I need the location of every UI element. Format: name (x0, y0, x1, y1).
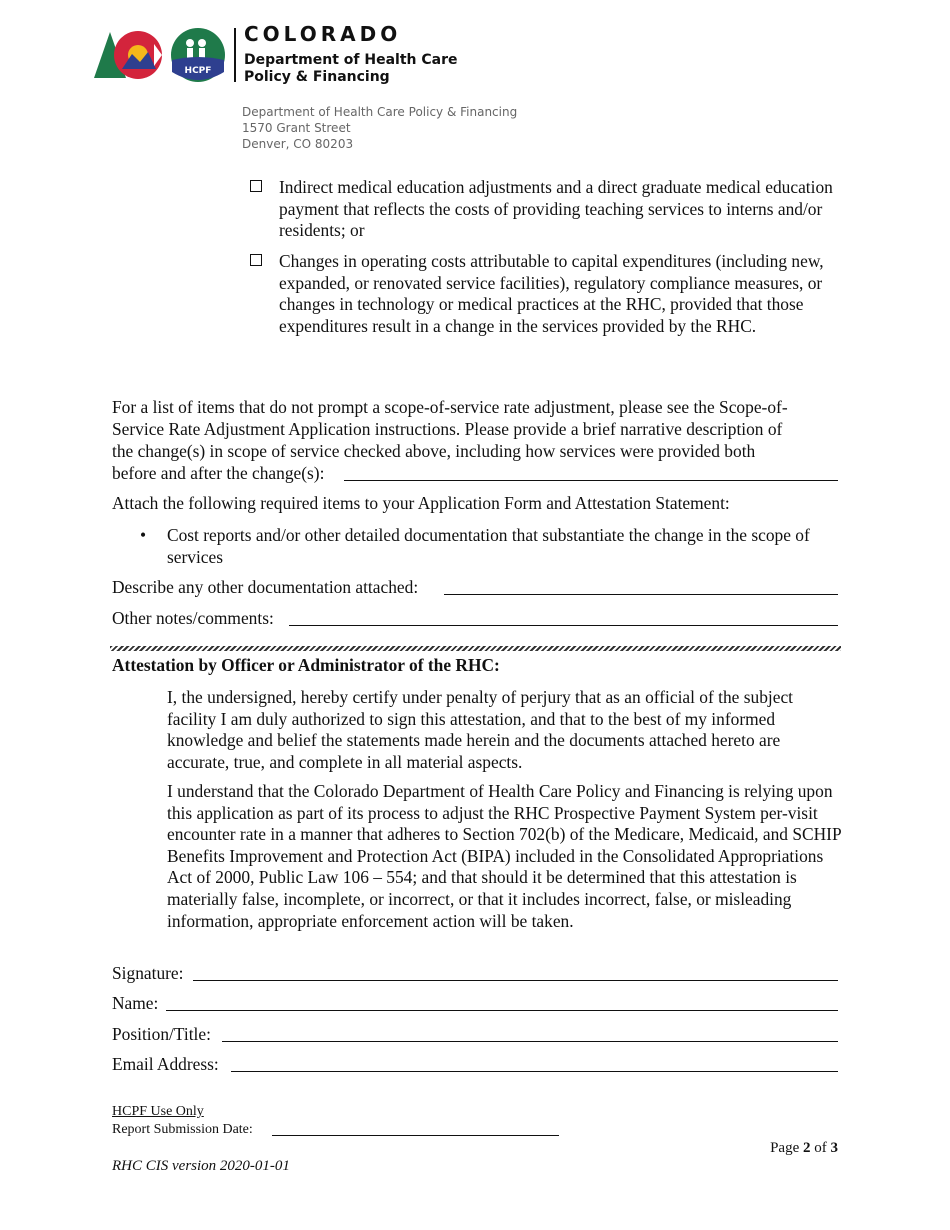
email-label: Email Address: (112, 1054, 219, 1074)
of-word: of (814, 1140, 827, 1156)
page-number (700, 1139, 838, 1157)
signature-input-line[interactable] (193, 980, 838, 981)
version-label: RHC CIS version 2020-01-01 (112, 1158, 290, 1174)
checkbox-label: Indirect medical education adjustments and a direct graduate medical education payment that reflects the costs of providing teaching services to interns and/or residents; or (279, 177, 833, 241)
page-word: Page (770, 1140, 800, 1156)
bullet-icon: • (140, 525, 147, 545)
notes-input-line[interactable] (289, 625, 838, 626)
checkbox[interactable] (250, 180, 262, 192)
name-input-line[interactable] (166, 1010, 838, 1011)
state-wordmark: COLORADO (244, 22, 402, 46)
narrative-line-2: Service Rate Adjustment Application instructions. Please provide a brief narrative description of (112, 419, 783, 439)
narrative-line-1: For a list of items that do not prompt a scope-of-service rate adjustment, please see the Scope-of- (112, 397, 788, 417)
checkbox[interactable] (250, 254, 262, 266)
colorado-hcpf-logo (92, 24, 228, 86)
notes-label: Other notes/comments: (112, 608, 274, 628)
narrative-line-3: the change(s) in scope of service checked above, including how services were provided both (112, 441, 756, 461)
hcpf-use-only-title: HCPF Use Only (112, 1104, 204, 1119)
position-title-label: Position/Title: (112, 1024, 211, 1044)
checkbox-item-capital-expenditures (250, 251, 840, 337)
checkbox-item-ime (250, 177, 840, 242)
email-input-line[interactable] (231, 1071, 838, 1072)
address-line-2: 1570 Grant Street (242, 121, 351, 135)
department-name-line1: Department of Health Care (244, 52, 458, 68)
section-divider (110, 646, 841, 651)
describe-docs-input-line[interactable] (444, 594, 838, 595)
attach-intro: Attach the following required items to your Application Form and Attestation Statement: (112, 493, 730, 513)
attach-bullet-text: Cost reports and/or other detailed documentation that substantiate the change in the scope of services (167, 525, 810, 567)
describe-docs-label: Describe any other documentation attached: (112, 577, 419, 597)
department-name-line2: Policy & Financing (244, 69, 390, 85)
page-total: 3 (830, 1140, 838, 1156)
header-divider (234, 28, 236, 82)
name-label: Name: (112, 993, 159, 1013)
checkbox-label: Changes in operating costs attributable to capital expenditures (including new, expanded, or renovated service facilities), regulatory compliance measures, or changes in technology or medical practices at the RHC, provided that those expenditures result in a change in the services provided by the RHC. (279, 251, 824, 336)
submission-date-input-line[interactable] (272, 1135, 559, 1136)
page-current: 2 (803, 1140, 811, 1156)
address-line-3: Denver, CO 80203 (242, 137, 354, 151)
address-line-1: Department of Health Care Policy & Financing (242, 105, 518, 119)
attestation-paragraph-1: I, the undersigned, hereby certify under penalty of perjury that as an official of the subject facility I am duly authorized to sign this attestation, and that to the best of my informed knowledge and belief the statements made herein and the documents attached hereto are accurate, true, and complete in all material aspects. (167, 687, 793, 772)
family-icon (186, 39, 194, 47)
attestation-heading: Attestation by Officer or Administrator of the RHC: (112, 655, 500, 675)
position-title-input-line[interactable] (222, 1041, 838, 1042)
hcpf-badge-text: HCPF (184, 66, 212, 76)
attestation-paragraph-2: I understand that the Colorado Department of Health Care Policy and Financing is relying upon this application as part of its process to adjust the RHC Prospective Payment System per-visit encounter rate in a manner that adheres to Section 702(b) of the Medicare, Medicaid, and SCHIP Benefits Improvement and Protection Act (BIPA) included in the Consolidated Appropriations Act of 2000, Public Law 106 – 554; and that should it be determined that this attestation is materially false, incomplete, or incorrect, or that it includes incorrect, false, or misleading information, appropriate enforcement action will be taken. (167, 781, 841, 931)
narrative-line-4: before and after the change(s): (112, 463, 325, 483)
signature-label: Signature: (112, 963, 184, 983)
submission-date-label: Report Submission Date: (112, 1122, 253, 1137)
narrative-input-line[interactable] (344, 480, 838, 481)
